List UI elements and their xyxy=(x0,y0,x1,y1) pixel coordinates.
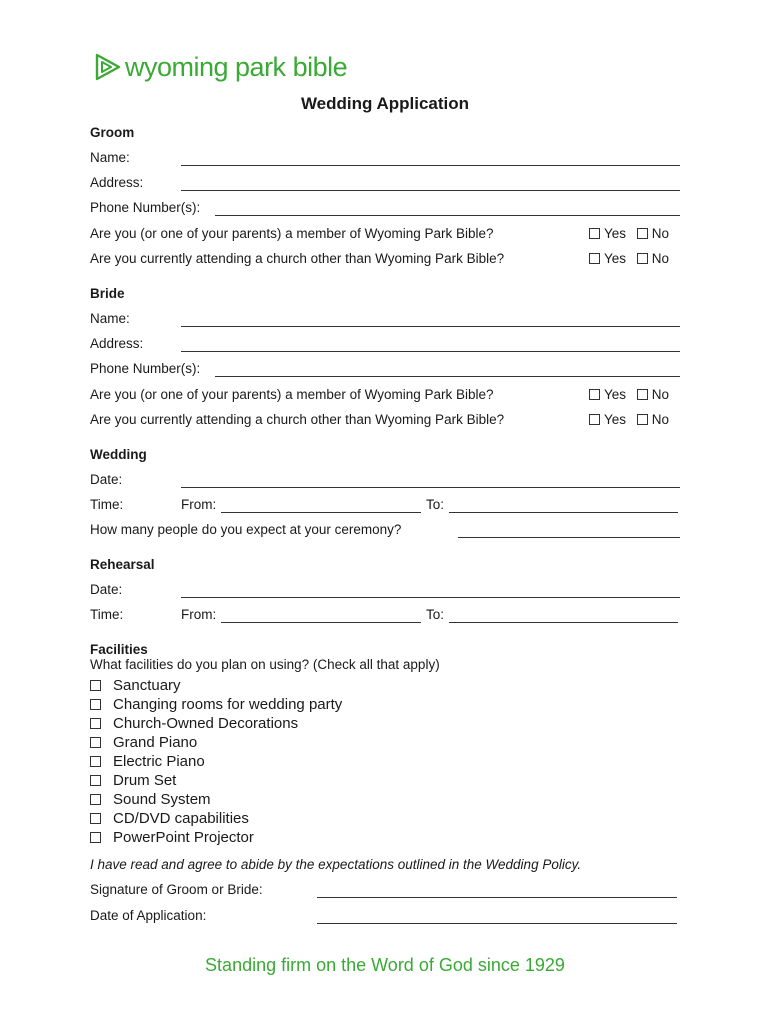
checkbox-icon xyxy=(637,414,648,425)
facility-item[interactable] xyxy=(90,772,176,789)
bride-heading: Bride xyxy=(90,286,125,301)
facility-item[interactable] xyxy=(90,677,181,694)
checkbox-icon xyxy=(90,680,101,691)
checkbox-icon xyxy=(90,737,101,748)
facility-item[interactable] xyxy=(90,791,211,808)
yes-label: Yes xyxy=(604,226,627,241)
wedding-time-row xyxy=(90,497,680,517)
wedding-date-label: Date: xyxy=(90,472,123,487)
bride-member-yes[interactable] xyxy=(589,387,626,402)
groom-heading: Groom xyxy=(90,125,135,140)
bride-address-label: Address: xyxy=(90,336,144,351)
bride-name-row xyxy=(90,311,680,331)
facility-label: Sound System xyxy=(113,791,211,808)
wedding-people-field[interactable] xyxy=(458,537,680,538)
checkbox-icon xyxy=(589,228,600,239)
checkbox-icon xyxy=(90,718,101,729)
no-label: No xyxy=(651,412,670,427)
groom-attending-row xyxy=(90,251,680,271)
rehearsal-date-field[interactable] xyxy=(181,597,680,598)
bride-member-options xyxy=(589,387,676,402)
rehearsal-date-label: Date: xyxy=(90,582,123,597)
rehearsal-time-label: Time: xyxy=(90,607,124,622)
bride-member-question: Are you (or one of your parents) a member of Wyoming Park Bible? xyxy=(90,387,494,402)
facility-item[interactable] xyxy=(90,810,249,827)
checkbox-icon xyxy=(637,253,648,264)
checkbox-icon xyxy=(637,228,648,239)
groom-phone-row xyxy=(90,200,680,220)
bride-attending-options xyxy=(589,412,676,427)
wedding-from-label: From: xyxy=(181,497,217,512)
wedding-date-row xyxy=(90,472,680,492)
checkbox-icon xyxy=(90,756,101,767)
wedding-to-label: To: xyxy=(426,497,445,512)
rehearsal-from-field[interactable] xyxy=(221,622,421,623)
checkbox-icon xyxy=(90,775,101,786)
signature-label: Signature of Groom or Bride: xyxy=(90,882,263,897)
checkbox-icon xyxy=(90,832,101,843)
wedding-people-question: How many people do you expect at your ceremony? xyxy=(90,522,402,537)
bride-attending-question: Are you currently attending a church other than Wyoming Park Bible? xyxy=(90,412,505,427)
bride-phone-label: Phone Number(s): xyxy=(90,361,201,376)
wedding-date-field[interactable] xyxy=(181,487,680,488)
bride-phone-row xyxy=(90,361,680,381)
bride-member-row xyxy=(90,387,680,407)
application-date-row xyxy=(90,908,680,928)
bride-address-field[interactable] xyxy=(181,351,680,352)
facility-label: Electric Piano xyxy=(113,753,205,770)
bride-attending-yes[interactable] xyxy=(589,412,626,427)
rehearsal-time-row xyxy=(90,607,680,627)
facility-item[interactable] xyxy=(90,829,254,846)
page-title: Wedding Application xyxy=(300,94,470,113)
groom-member-options xyxy=(589,226,676,241)
facility-label: Church-Owned Decorations xyxy=(113,715,299,732)
groom-name-row xyxy=(90,150,680,170)
facility-item[interactable] xyxy=(90,715,298,732)
yes-label: Yes xyxy=(604,412,627,427)
facilities-heading: Facilities xyxy=(90,642,148,657)
groom-attending-no[interactable] xyxy=(637,251,669,266)
facility-item[interactable] xyxy=(90,696,342,713)
groom-member-question: Are you (or one of your parents) a member of Wyoming Park Bible? xyxy=(90,226,494,241)
bride-attending-row xyxy=(90,412,680,432)
rehearsal-heading: Rehearsal xyxy=(90,557,155,572)
signature-field[interactable] xyxy=(317,897,677,898)
application-date-label: Date of Application: xyxy=(90,908,207,923)
checkbox-icon xyxy=(90,813,101,824)
rehearsal-from-label: From: xyxy=(181,607,217,622)
facility-item[interactable] xyxy=(90,734,197,751)
wedding-to-field[interactable] xyxy=(449,512,678,513)
facility-label: PowerPoint Projector xyxy=(113,829,254,846)
signature-row xyxy=(90,882,680,902)
groom-address-label: Address: xyxy=(90,175,144,190)
bride-attending-no[interactable] xyxy=(637,412,669,427)
agreement-statement: I have read and agree to abide by the expectations outlined in the Wedding Policy. xyxy=(90,857,582,872)
rehearsal-to-label: To: xyxy=(426,607,445,622)
no-label: No xyxy=(651,226,670,241)
application-date-field[interactable] xyxy=(317,923,677,924)
facility-item[interactable] xyxy=(90,753,205,770)
facility-label: Grand Piano xyxy=(113,734,198,751)
facility-label: Changing rooms for wedding party xyxy=(113,696,343,713)
facility-label: CD/DVD capabilities xyxy=(113,810,249,827)
groom-phone-label: Phone Number(s): xyxy=(90,200,201,215)
checkbox-icon xyxy=(589,414,600,425)
bride-address-row xyxy=(90,336,680,356)
groom-attending-options xyxy=(589,251,676,266)
groom-member-row xyxy=(90,226,680,246)
bride-name-label: Name: xyxy=(90,311,130,326)
no-label: No xyxy=(651,251,670,266)
wedding-people-row xyxy=(90,522,680,542)
groom-phone-field[interactable] xyxy=(215,215,680,216)
groom-name-label: Name: xyxy=(90,150,130,165)
wedding-from-field[interactable] xyxy=(221,512,421,513)
logo-text: wyoming park bible xyxy=(125,51,348,82)
wedding-time-label: Time: xyxy=(90,497,124,512)
groom-member-yes[interactable] xyxy=(589,226,626,241)
checkbox-icon xyxy=(90,794,101,805)
groom-address-field[interactable] xyxy=(181,190,680,191)
groom-name-field[interactable] xyxy=(181,165,680,166)
wedding-heading: Wedding xyxy=(90,447,147,462)
facility-label: Drum Set xyxy=(113,772,177,789)
groom-member-no[interactable] xyxy=(637,226,669,241)
bride-name-field[interactable] xyxy=(181,326,680,327)
facility-label: Sanctuary xyxy=(113,677,181,694)
groom-attending-question: Are you currently attending a church other than Wyoming Park Bible? xyxy=(90,251,505,266)
no-label: No xyxy=(651,387,670,402)
footer-tagline: Standing firm on the Word of God since 1929 xyxy=(205,955,565,975)
yes-label: Yes xyxy=(604,387,627,402)
groom-attending-yes[interactable] xyxy=(589,251,626,266)
checkbox-icon xyxy=(637,389,648,400)
church-logo xyxy=(94,49,347,85)
bride-phone-field[interactable] xyxy=(215,376,680,377)
checkbox-icon xyxy=(589,253,600,264)
play-triangles-icon xyxy=(94,53,122,81)
bride-member-no[interactable] xyxy=(637,387,669,402)
facilities-question: What facilities do you plan on using? (Check all that apply) xyxy=(90,657,440,672)
checkbox-icon xyxy=(589,389,600,400)
groom-address-row xyxy=(90,175,680,195)
rehearsal-date-row xyxy=(90,582,680,602)
checkbox-icon xyxy=(90,699,101,710)
rehearsal-to-field[interactable] xyxy=(449,622,678,623)
yes-label: Yes xyxy=(604,251,627,266)
